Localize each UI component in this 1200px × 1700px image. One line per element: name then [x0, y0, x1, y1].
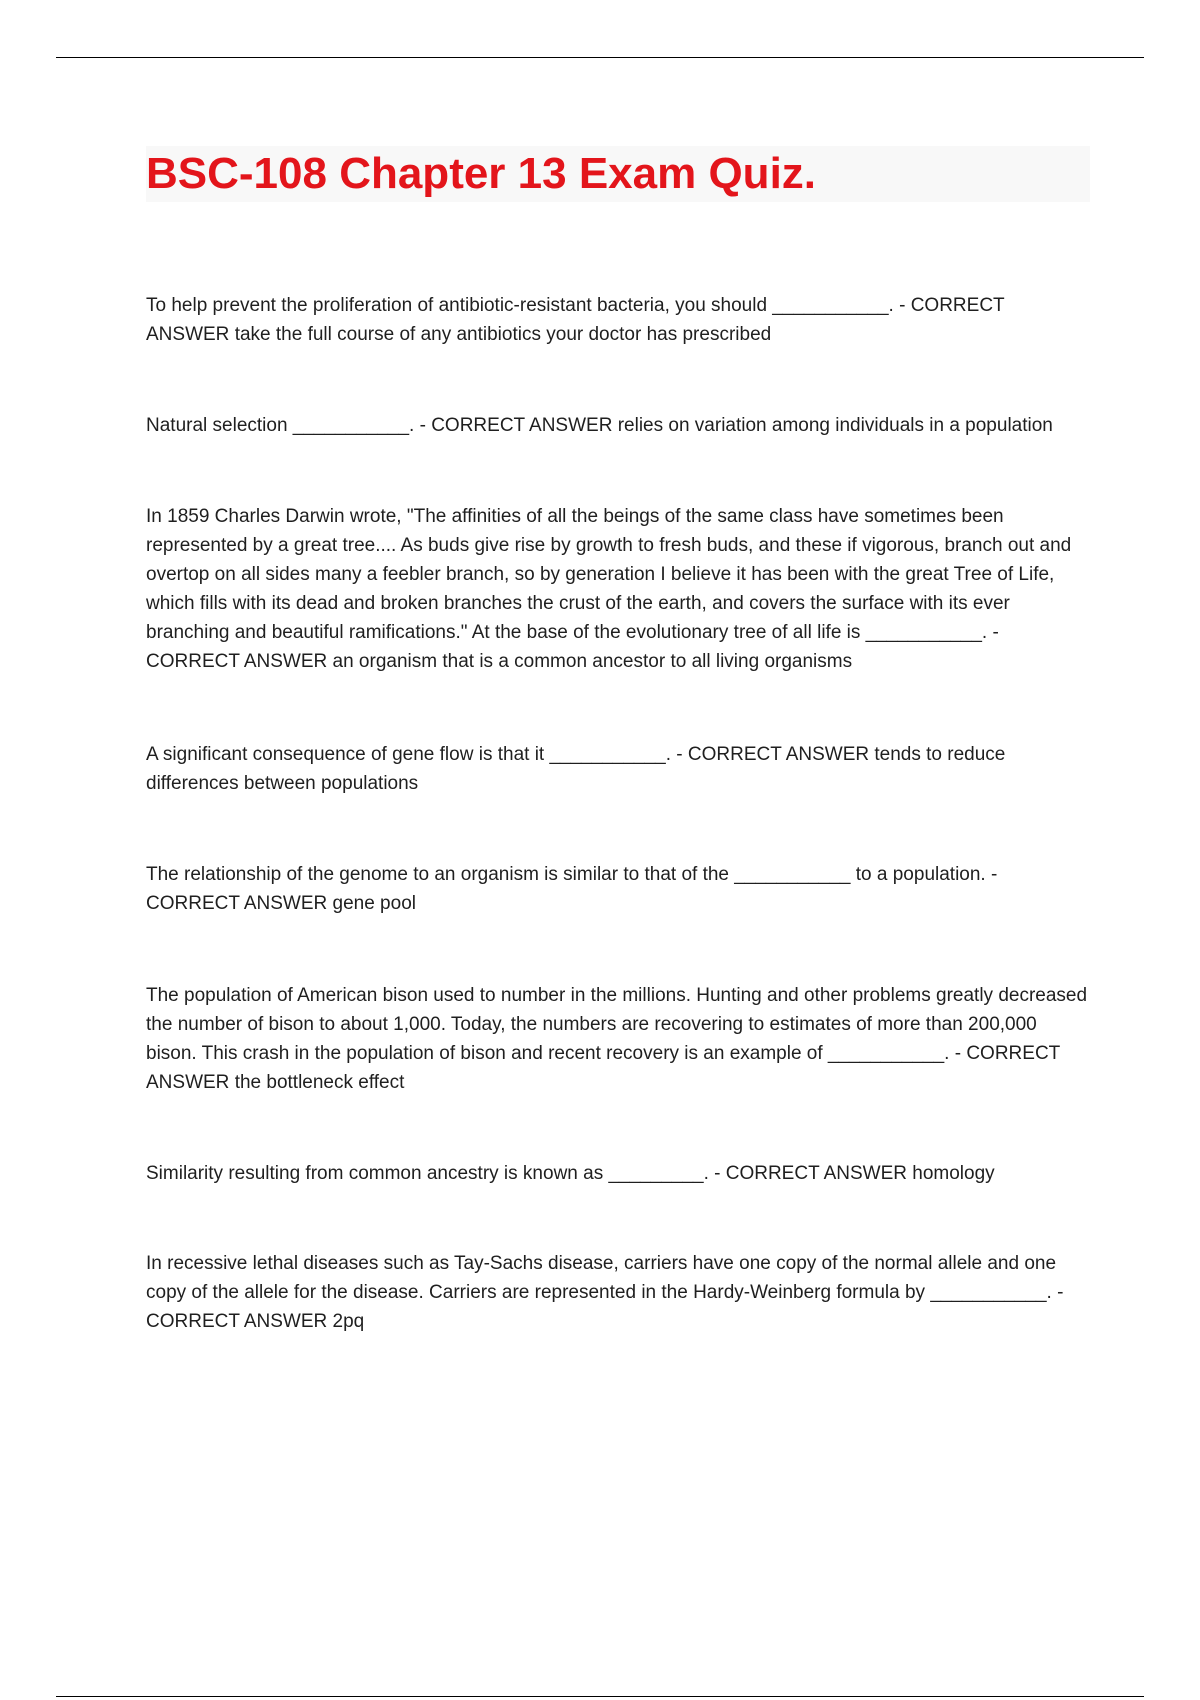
question-text: In recessive lethal diseases such as Tay-Sachs disease, carriers have one copy of the normal allele and one copy of the allele for the disease. Carriers are represented in the Hardy-Weinberg formula by ___________.	[146, 1253, 1057, 1303]
qa-item-4	[146, 740, 1090, 798]
answer-text: the bottleneck effect	[234, 1072, 405, 1093]
answer-separator: - CORRECT ANSWER	[414, 415, 618, 436]
qa-item-7	[146, 1159, 1090, 1188]
answer-separator: - CORRECT ANSWER	[708, 1163, 913, 1184]
answer-separator: - CORRECT ANSWER	[146, 864, 998, 914]
question-text: The relationship of the genome to an organism is similar to that of the ___________ to a population.	[146, 864, 986, 885]
answer-text: tends to reduce differences between populations	[146, 744, 1006, 794]
question-text: In 1859 Charles Darwin wrote, "The affinities of all the beings of the same class have sometimes been represented by a great tree.... As buds give rise by growth to fresh buds, and these if vigorous, branch out and overtop on all sides many a feebler branch, so by generation I believe it has been with the great Tree of Life, which fills with its dead and broken branches the crust of the earth, and covers the surface with its ever branching and beautiful ramifications." At the base of the evolutionary tree of all life is ___________.	[146, 506, 1072, 643]
question-text: The population of American bison used to number in the millions. Hunting and other problems greatly decreased the number of bison to about 1,000. Today, the numbers are recovering to estimates of more than 200,000 bison. This crash in the population of bison and recent recovery is an example of ___________.	[146, 985, 1088, 1064]
page-title: BSC-108 Chapter 13 Exam Quiz.	[146, 149, 817, 198]
qa-item-1	[146, 291, 1090, 349]
question-text: A significant consequence of gene flow is that it ___________.	[146, 744, 671, 765]
qa-item-8	[146, 1249, 1090, 1336]
header-rule	[56, 57, 1144, 58]
question-text: To help prevent the proliferation of antibiotic-resistant bacteria, you should ___________.	[146, 295, 894, 316]
answer-text: an organism that is a common ancestor to all living organisms	[332, 651, 853, 672]
qa-item-3	[146, 502, 1090, 676]
answer-text: relies on variation among individuals in a population	[617, 415, 1053, 436]
question-text: Natural selection ___________.	[146, 415, 415, 436]
answer-separator: - CORRECT ANSWER	[146, 1043, 1060, 1093]
answer-separator: - CORRECT ANSWER	[146, 1282, 1064, 1332]
answer-text: 2pq	[332, 1311, 365, 1332]
qa-item-6	[146, 981, 1090, 1097]
answer-text: homology	[912, 1163, 995, 1184]
qa-item-5	[146, 860, 1090, 918]
answer-separator: - CORRECT ANSWER	[146, 295, 1005, 345]
answer-separator: - CORRECT ANSWER	[671, 744, 875, 765]
answer-separator: - CORRECT ANSWER	[146, 622, 999, 672]
answer-text: gene pool	[332, 893, 416, 914]
question-text: Similarity resulting from common ancestry is known as _________.	[146, 1163, 709, 1184]
footer-rule	[56, 1696, 1144, 1697]
answer-text: take the full course of any antibiotics your doctor has prescribed	[234, 324, 772, 345]
qa-item-2	[146, 411, 1090, 440]
